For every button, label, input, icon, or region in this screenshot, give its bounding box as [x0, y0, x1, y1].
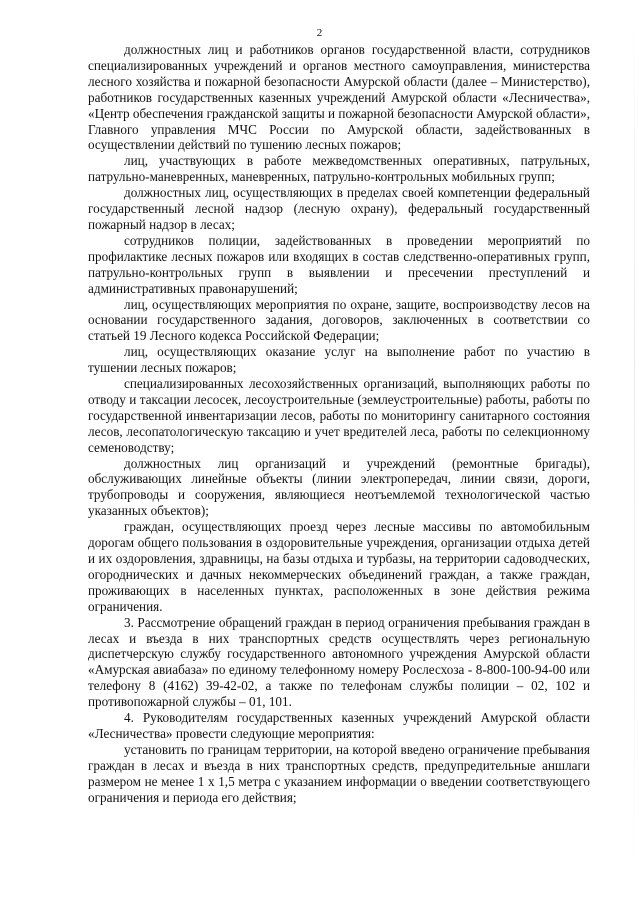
paragraph-item-4: 4. Руководителям государственных казенных учреждений Амурской области «Лесничества» провести следующие мероприятия:	[88, 710, 590, 741]
document-body	[88, 42, 590, 806]
paragraph-officials: должностных лиц и работников органов государственной власти, сотрудников специализированных учреждений и органов местного самоуправления, министерства лесного хозяйства и пожарной безопасности Амурской области (далее – Министерство), работников государственных казенных учреждений Амурской области «Лесничества», «Центр обеспечения гражданской защиты и пожарной безопасности Амурской области», Главного управления МЧС России по Амурской области, задействованных в осуществлении действий по тушению лесных пожаров;	[88, 42, 590, 153]
page-number: 2	[316, 27, 323, 39]
paragraph-forestry-organizations: специализированных лесохозяйственных организаций, выполняющих работы по отводу и таксации лесосек, лесоустроительные (землеустроительные) работы, работы по государственной инвентаризации лесов, работы по мониторингу санитарного состояния лесов, лесопатологическую таксацию и учет вредителей леса, работы по селекционному семеноводству;	[88, 376, 590, 455]
paragraph-forest-supervision: должностных лиц, осуществляющих в пределах своей компетенции федеральный государственный лесной надзор (лесную охрану), федеральный государственный пожарный надзор в лесах;	[88, 185, 590, 232]
paragraph-citizens-transit: граждан, осуществляющих проезд через лесные массивы по автомобильным дорогам общего пользования в оздоровительные учреждения, организации отдыха детей и их оздоровления, здравницы, на базы отдыха и турбазы, на территории садоводческих, огороднических и дачных некоммерческих объединений граждан, а также граждан, проживающих в населенных пунктах, расположенных в зоне действия режима ограничения.	[88, 519, 590, 614]
paragraph-firefighting-services: лиц, осуществляющих оказание услуг на выполнение работ по участию в тушении лесных пожаров;	[88, 344, 590, 376]
paragraph-police: сотрудников полиции, задействованных в проведении мероприятий по профилактике лесных пожаров или входящих в состав следственно-оперативных групп, патрульно-контрольных групп в выявлении и пресечении преступлений и административных правонарушений;	[88, 232, 590, 296]
scan-edge	[634, 0, 635, 905]
paragraph-mobile-groups: лиц, участвующих в работе межведомственных оперативных, патрульных, патрульно-маневренных, маневренных, патрульно-контрольных мобильных групп;	[88, 153, 590, 185]
paragraph-linear-objects: должностных лиц организаций и учреждений (ремонтные бригады), обслуживающих линейные объекты (линии электропередач, линии связи, дороги, трубопроводы и сооружения, являющиеся неотъемлемой технологической частью указанных объектов);	[88, 455, 590, 519]
paragraph-forest-protection: лиц, осуществляющих мероприятия по охране, защите, воспроизводству лесов на основании государственного задания, договоров, заключенных в соответствии со статьей 19 Лесного кодекса Российской Федерации;	[88, 296, 590, 344]
paragraph-item-3: 3. Рассмотрение обращений граждан в период ограничения пребывания граждан в лесах и въезда в них транспортных средств осуществлять через региональную диспетчерскую службу государственного автономного учреждения Амурской области «Амурская авиабаза» по единому телефонному номеру Рослесхоза - 8-800-100-94-00 или телефону 8 (4162) 39-42-02, а также по телефонам службы полиции – 02, 102 и противопожарной службы – 01, 101.	[88, 614, 590, 710]
paragraph-signs: установить по границам территории, на которой введено ограничение пребывания граждан в лесах и въезда в них транспортных средств, предупредительные аншлаги размером не менее 1 х 1,5 метра с указанием информации о введении соответствующего ограничения и периода его действия;	[88, 741, 590, 805]
